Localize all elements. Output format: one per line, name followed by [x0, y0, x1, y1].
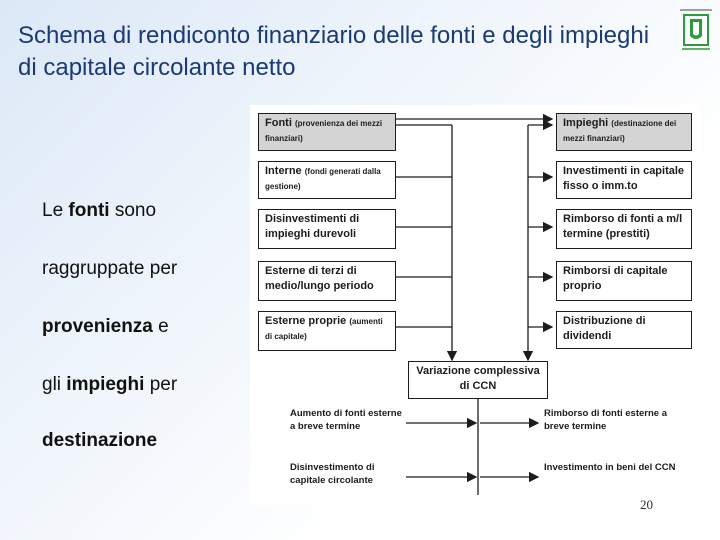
fonti-item-label: Esterne di terzi di medio/lungo periodo	[265, 265, 374, 292]
text-segment: e	[152, 316, 169, 337]
fonti-item-label: Disinvestimenti di impieghi durevoli	[265, 213, 360, 240]
bullet-line-3	[42, 316, 169, 338]
bottom-right-label: Investimento in beni del CCN	[544, 462, 676, 473]
bullet-line-2	[42, 258, 177, 280]
fonti-header-label: Fonti	[265, 117, 292, 129]
impieghi-header-box	[556, 113, 692, 151]
text-segment: sono	[109, 200, 157, 221]
variazione-ccn-label: Variazione complessiva di CCN	[416, 365, 540, 392]
bold-term-impieghi: impieghi	[66, 374, 145, 395]
impieghi-item-label: Investimenti in capitale fisso o imm.to	[563, 165, 685, 192]
variazione-ccn-box	[408, 361, 548, 399]
bold-term-fonti: fonti	[68, 200, 110, 221]
impieghi-item-label: Rimborsi di capitale proprio	[563, 265, 668, 292]
bottom-left-label: Disinvestimento di capitale circolante	[290, 462, 375, 486]
flow-diagram	[250, 105, 700, 505]
bullet-line-4	[42, 374, 177, 396]
bottom-right-label: Rimborso di fonti esterne a breve termine	[544, 408, 667, 432]
bullet-line-1	[42, 200, 156, 222]
fonti-interne-box	[258, 161, 396, 199]
fonti-disinvestimenti-box	[258, 209, 396, 249]
fonti-item-label: Interne	[265, 165, 302, 177]
impieghi-header-note: (destinazione dei mezzi finanziari)	[563, 119, 677, 143]
bottom-left-label: Aumento di fonti esterne a breve termine	[290, 408, 402, 432]
impieghi-item-label: Rimborso di fonti a m/l termine (prestiti)	[563, 213, 683, 240]
text-segment: raggruppate per	[42, 258, 178, 279]
impieghi-rimborso-prestiti-box	[556, 209, 692, 249]
text-segment: gli	[42, 374, 67, 395]
page-number: 20	[640, 497, 653, 512]
text-segment: Le	[42, 200, 69, 221]
investimento-ccn-box	[540, 459, 680, 491]
university-logo	[676, 6, 716, 54]
text-segment: per	[144, 374, 178, 395]
fonti-esterne-terzi-box	[258, 261, 396, 301]
impieghi-item-label: Distribuzione di dividendi	[563, 315, 646, 342]
disinvestimento-circolante-box	[286, 459, 406, 491]
rimborso-fonti-breve-box	[540, 405, 680, 437]
aumento-fonti-breve-box	[286, 405, 406, 437]
fonti-item-note: (aumenti di capitale)	[265, 317, 383, 341]
fonti-item-note: (fondi generati dalla gestione)	[265, 167, 381, 191]
fonti-header-box	[258, 113, 396, 151]
fonti-esterne-proprie-box	[258, 311, 396, 351]
impieghi-dividendi-box	[556, 311, 692, 349]
bullet-line-5	[42, 430, 157, 452]
fonti-item-label: Esterne proprie	[265, 315, 347, 327]
impieghi-rimborsi-capitale-box	[556, 261, 692, 301]
bold-term-destinazione: destinazione	[42, 430, 158, 451]
bold-term-provenienza: provenienza	[42, 316, 153, 337]
impieghi-header-label: Impieghi	[563, 117, 609, 129]
fonti-header-note: (provenienza dei mezzi finanziari)	[265, 119, 383, 143]
impieghi-investimenti-box	[556, 161, 692, 199]
slide-title: Schema di rendiconto finanziario delle fonti e degli impieghi di capitale circolante netto	[18, 22, 650, 81]
